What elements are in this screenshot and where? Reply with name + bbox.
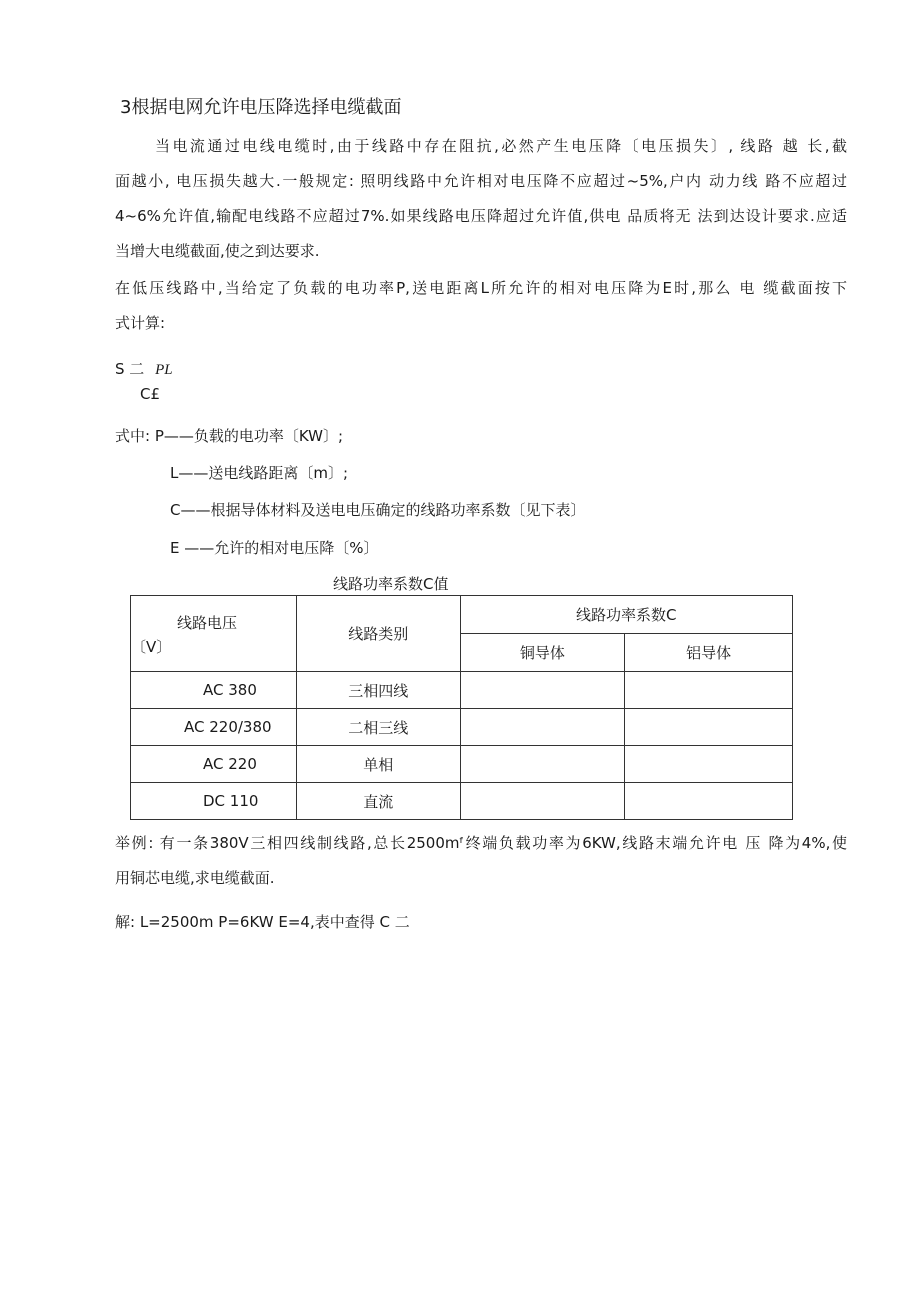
table-header-row [131,596,793,634]
cell-voltage: AC 220 [131,746,297,783]
definition-p: 式中: P——负载的电功率〔KW〕; [115,427,344,445]
cell-type: 单相 [296,746,460,783]
cell-type: 三相四线 [296,672,460,709]
cell-copper [460,783,625,820]
section-heading: 3根据电网允许电压降选择电缆截面 [120,97,402,118]
solution-line: 解: L=2500m P=6KW E=4,表中查得 C 二 [115,913,410,931]
cell-copper [460,746,625,783]
paragraph-calculation [115,271,847,341]
cell-type: 直流 [296,783,460,820]
paragraph-line: 当电流通过电线电缆时,由于线路中存在阻抗,必然产生电压降〔电压损失〕, 线路 越 长,截 [155,137,847,155]
definition-c: C——根据导体材料及送电电压确定的线路功率系数〔见下表〕 [170,501,586,519]
formula-denominator: C£ [140,385,161,403]
paragraph-line: 式计算: [115,314,166,332]
definition-e: E ——允许的相对电压降〔%〕 [170,539,379,557]
table-caption: 线路功率系数C值 [333,575,449,593]
table-row [131,746,793,783]
paragraph-line: 当增大电缆截面,使之到达要求. [115,242,320,260]
paragraph-example [115,826,847,896]
cell-voltage: AC 220/380 [131,709,297,746]
table-row [131,672,793,709]
definition-l: L——送电线路距离〔m〕; [170,464,349,482]
formula [115,358,173,379]
header-voltage-unit: 〔V〕 [131,638,172,656]
header-aluminum: 铝导体 [625,634,793,672]
paragraph-line: 举例: 有一条380V三相四线制线路,总长2500mᶠ终端负载功率为6KW,线路末端允许电 压 降为4%,使 [115,834,847,852]
paragraph-voltage-drop [115,129,847,269]
header-voltage [131,596,297,672]
header-copper: 铜导体 [460,634,625,672]
paragraph-line: 面越小, 电压损失越大.一般规定: 照明线路中允许相对电压降不应超过~5%,户内 动力线 路不应超过 [115,172,847,190]
header-coefficient: 线路功率系数C [460,596,792,634]
table-row [131,709,793,746]
paragraph-line: 4~6%允许值,输配电线路不应超过7%.如果线路电压降超过允许值,供电 品质将无 法到达设计要求.应适 [115,207,847,225]
cell-aluminum [625,783,793,820]
cell-type: 二相三线 [296,709,460,746]
cell-copper [460,709,625,746]
formula-numerator: PL [155,362,173,378]
cell-aluminum [625,746,793,783]
formula-lhs: S 二 [115,360,145,378]
cell-aluminum [625,672,793,709]
header-voltage-label: 线路电压 [177,614,238,632]
table-row [131,783,793,820]
cell-copper [460,672,625,709]
cell-aluminum [625,709,793,746]
cell-voltage: AC 380 [131,672,297,709]
cell-voltage: DC 110 [131,783,297,820]
paragraph-line: 用铜芯电缆,求电缆截面. [115,869,275,887]
header-type: 线路类别 [296,596,460,672]
paragraph-line: 在低压线路中,当给定了负载的电功率P,送电距离L所允许的相对电压降为E时,那么 电 缆截面按下 [115,279,847,297]
coefficient-table [130,595,793,820]
